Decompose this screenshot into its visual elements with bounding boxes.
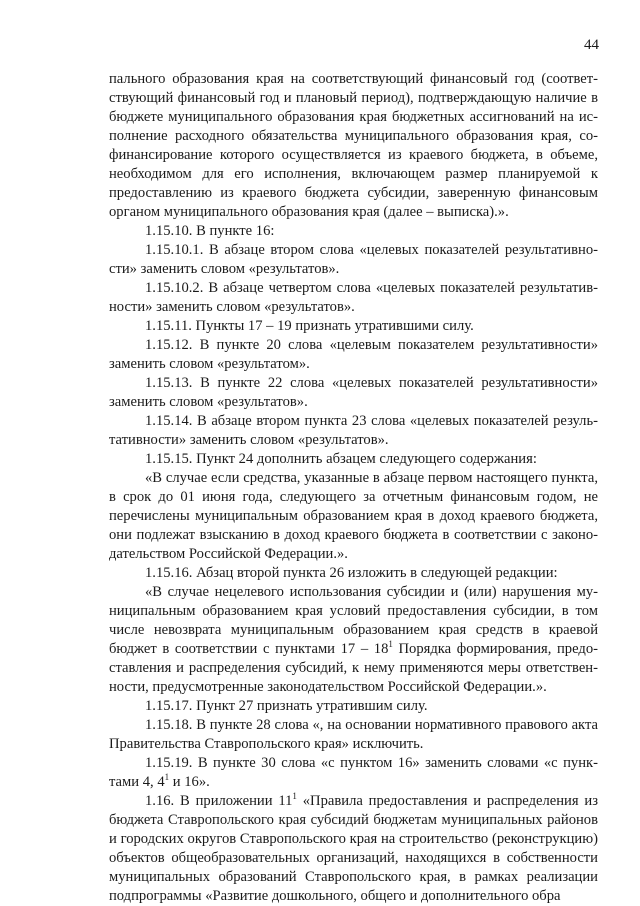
paragraph-text: 1.15.11. Пункты 17 – 19 признать утратившими силу. <box>145 318 474 334</box>
paragraph <box>109 450 598 469</box>
paragraph-text: 1.15.10.2. В абзаце четвертом слова «целевых показателей результативности» заменить словом «результатов». <box>109 280 598 315</box>
superscript: 1 <box>164 772 170 782</box>
paragraph-text: 1.15.14. В абзаце втором пункта 23 слова «целевых показателей результативности» заменить словом «результатов». <box>109 413 598 448</box>
paragraph <box>109 716 598 754</box>
paragraph-text: 1.15.19. В пункте 30 слова «с пунктом 16» заменить словами «с пунктами 4, 4 <box>109 755 598 790</box>
page-number: 44 <box>584 37 599 53</box>
paragraph-text: 1.15.17. Пункт 27 признать утратившим силу. <box>145 698 428 714</box>
paragraph-text: и 16». <box>169 774 210 790</box>
paragraph <box>109 564 598 583</box>
paragraph-text: 1.15.15. Пункт 24 дополнить абзацем следующего содержания: <box>145 451 537 467</box>
paragraph <box>109 412 598 450</box>
paragraph-text: «Правила предоставления и распределения из бюджета Ставропольского края субсидий бюджетам муниципальных районов и городских округов Ставропольского края на строительство (реконструкцию) объектов общеобразовательных организаций, находящихся в собственности муниципальных образований Ставропольского края, в рамках реализации подпрограммы «Развитие дошкольного, общего и дополнительного обра <box>109 793 598 904</box>
paragraph <box>109 336 598 374</box>
document-body <box>109 70 598 906</box>
paragraph-text: 1.15.16. Абзац второй пункта 26 изложить в следующей редакции: <box>145 565 558 581</box>
paragraph <box>109 469 598 564</box>
paragraph-text: 1.15.10.1. В абзаце втором слова «целевых показателей результативности» заменить словом «результатов». <box>109 242 598 277</box>
paragraph <box>109 279 598 317</box>
paragraph-text: 1.15.18. В пункте 28 слова «, на основании нормативного правового акта Правительства Ставропольского края» исключить. <box>109 717 598 752</box>
paragraph <box>109 583 598 697</box>
paragraph-text: 1.15.10. В пункте 16: <box>145 223 275 239</box>
paragraph-text: 1.15.12. В пункте 20 слова «целевым показателем результативности» заменить словом «результатом». <box>109 337 598 372</box>
paragraph <box>109 792 598 906</box>
paragraph <box>109 697 598 716</box>
paragraph <box>109 317 598 336</box>
paragraph-text: «В случае нецелевого использования субсидии и (или) нарушения муниципальным образованием края условий предоставления субсидии, в том числе невозврата муниципальным образованием края средств в краевой бюджет в соответствии с пунктами 17 – 18 <box>109 584 598 657</box>
paragraph <box>109 754 598 792</box>
superscript: 1 <box>292 791 297 801</box>
paragraph-text: пального образования края на соответствующий финансовый год (соответствующий финансовый год и плановый период), подтверждающую наличие в бюджете муниципального образования края бюджетных ассигнований на исполнение расходного обязательства муниципального образования края, софинансирование которого осуществляется из краевого бюджета, в объеме, необходимом для его исполнения, включающем размер планируемой к предоставлению из краевого бюджета субсидии, заверенную финансовым органом муниципального образования края (далее – выписка).». <box>109 71 598 220</box>
paragraph-text: Порядка формирования, предоставления и распределения субсидий, к нему применяются меры ответственности, предусмотренные законодательством Российской Федерации.». <box>109 641 598 695</box>
paragraph <box>109 241 598 279</box>
superscript: 1 <box>388 639 393 649</box>
paragraph <box>109 70 598 222</box>
paragraph <box>109 374 598 412</box>
paragraph-text: «В случае если средства, указанные в абзаце первом настоящего пункта, в срок до 01 июня года, следующего за отчетным финансовым годом, не перечислены муниципальным образованием края в доход краевого бюджета, они подлежат взысканию в доход краевого бюджета в соответствии с законодательством Российской Федерации.». <box>109 470 598 562</box>
paragraph-text: 1.16. В приложении 11 <box>145 793 293 809</box>
paragraph <box>109 222 598 241</box>
paragraph-text: 1.15.13. В пункте 22 слова «целевых показателей результативности» заменить словом «результатов». <box>109 375 598 410</box>
